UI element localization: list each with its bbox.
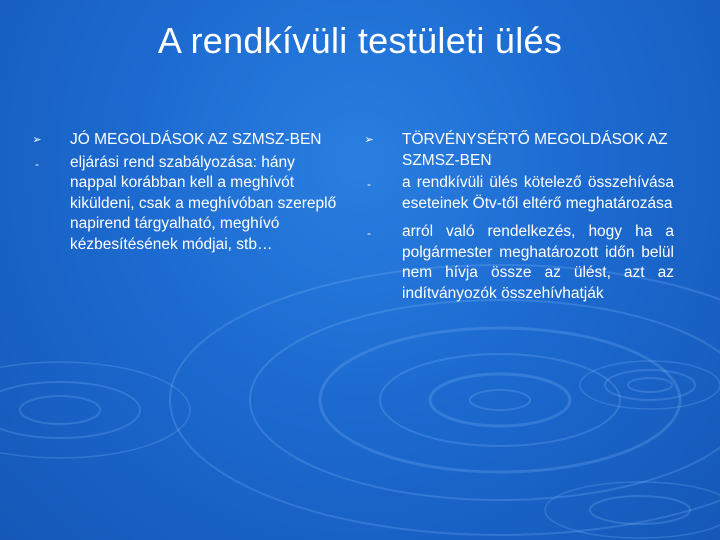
- right-column: [362, 130, 674, 304]
- arrowhead-bullet-icon: ➢: [32, 134, 42, 146]
- left-heading: JÓ MEGOLDÁSOK AZ SZMSZ-BEN: [70, 131, 322, 148]
- left-bullet-text: eljárási rend szabályozása: hány nappal korábban kell a meghívót kiküldeni, csak a meghívóban szereplő napirend tárgyalható, meghívó kézbesítésének módjai, stb…: [70, 153, 337, 253]
- dash-bullet-icon: -: [35, 156, 39, 171]
- right-bullet-text: arról való rendelkezés, hogy ha a polgármester meghatározott időn belül nem hívja össze az ülést, azt az indítványozók összehívhatják: [402, 223, 674, 302]
- right-heading: TÖRVÉNYSÉRTŐ MEGOLDÁSOK AZ SZMSZ-BEN: [402, 131, 668, 169]
- arrowhead-bullet-icon: ➢: [364, 134, 374, 146]
- left-column: [30, 130, 342, 255]
- right-heading-item: [362, 130, 674, 171]
- right-bullet-item: [362, 173, 674, 214]
- dash-bullet-icon: -: [367, 226, 371, 240]
- right-bullet-item: [362, 222, 674, 304]
- right-bullet-text: a rendkívüli ülés kötelező összehívása eseteinek Ötv-től eltérő meghatározása: [402, 174, 674, 212]
- left-bullet-item: [30, 153, 342, 256]
- dash-bullet-icon: -: [367, 177, 371, 191]
- slide-title: A rendkívüli testületi ülés: [157, 20, 563, 61]
- left-heading-item: [30, 130, 342, 151]
